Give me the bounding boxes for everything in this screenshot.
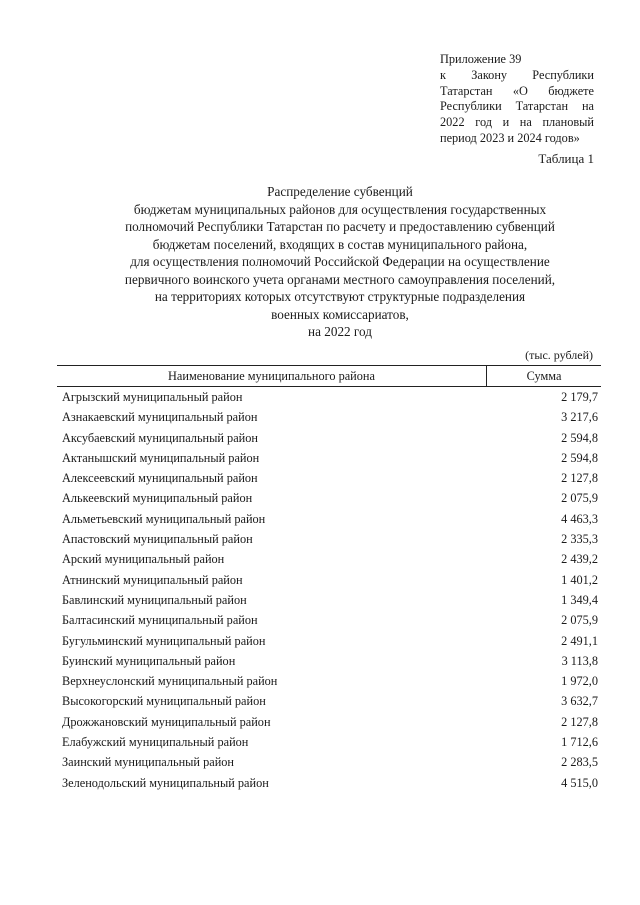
table-row xyxy=(57,752,601,772)
appendix-line: к Закону Республики xyxy=(440,67,594,82)
district-name: Атнинский муниципальный район xyxy=(62,572,243,587)
table-row xyxy=(57,387,601,407)
document-title xyxy=(40,183,640,341)
subsidy-amount: 2 075,9 xyxy=(561,613,598,628)
appendix-line: Приложение 39 xyxy=(440,52,522,66)
subsidy-amount: 4 515,0 xyxy=(561,775,598,790)
title-line: полномочий Республики Татарстан по расчету и предоставлению субвенций xyxy=(125,219,555,234)
title-line: первичного воинского учета органами местного самоуправления поселений, xyxy=(124,271,556,287)
district-name: Заинский муниципальный район xyxy=(62,755,235,770)
district-name: Актанышский муниципальный район xyxy=(62,450,260,465)
table-body xyxy=(57,387,601,793)
subsidy-amount: 2 491,1 xyxy=(561,633,598,648)
unit-label: (тыс. рублей) xyxy=(525,348,593,362)
subsidy-amount: 2 283,5 xyxy=(561,755,598,770)
title-line: бюджетам муниципальных районов для осуществления государственных xyxy=(133,201,547,217)
district-name: Бугульминский муниципальный район xyxy=(62,633,266,648)
district-name: Алькеевский муниципальный район xyxy=(62,491,253,506)
district-name: Высокогорский муниципальный район xyxy=(62,694,266,709)
district-name: Дрожжановский муниципальный район xyxy=(62,714,271,729)
subsidy-amount: 1 972,0 xyxy=(561,674,598,689)
table-row xyxy=(57,570,601,590)
title-line: бюджетам поселений, входящих в состав муниципального района, xyxy=(152,236,528,252)
subsidy-amount: 2 075,9 xyxy=(561,491,598,506)
district-name: Верхнеуслонский муниципальный район xyxy=(62,674,278,689)
title-line: военных комиссариатов, xyxy=(271,306,409,322)
table-row xyxy=(57,773,601,793)
table-header xyxy=(57,365,601,387)
appendix-line: Татарстан «О бюджете xyxy=(440,83,594,98)
table-row xyxy=(57,631,601,651)
subsidy-amount: 1 401,2 xyxy=(561,572,598,587)
title-line: Распределение субвенций xyxy=(267,184,413,199)
subsidy-amount: 2 594,8 xyxy=(561,430,598,445)
appendix-line: 2022 год и на плановый xyxy=(440,115,594,130)
table-number: Таблица 1 xyxy=(538,151,594,166)
column-header-name: Наименование муниципального района xyxy=(57,366,487,386)
table-row xyxy=(57,509,601,529)
district-name: Альметьевский муниципальный район xyxy=(62,511,266,526)
district-name: Бавлинский муниципальный район xyxy=(62,592,247,607)
table-row xyxy=(57,468,601,488)
appendix-line: период 2023 и 2024 годов» xyxy=(440,130,580,145)
district-name: Алексеевский муниципальный район xyxy=(62,471,258,486)
table-row xyxy=(57,407,601,427)
table-row xyxy=(57,549,601,569)
table-row xyxy=(57,610,601,630)
table-row xyxy=(57,732,601,752)
subsidy-amount: 1 349,4 xyxy=(561,592,598,607)
table-row xyxy=(57,488,601,508)
district-name: Елабужский муниципальный район xyxy=(62,735,249,750)
table-row xyxy=(57,712,601,732)
subsidy-amount: 2 335,3 xyxy=(561,532,598,547)
district-name: Зеленодольский муниципальный район xyxy=(62,775,269,790)
subsidy-amount: 2 179,7 xyxy=(561,390,598,404)
subsidy-amount: 2 127,8 xyxy=(561,714,598,729)
district-name: Агрызский муниципальный район xyxy=(62,390,243,404)
table-row xyxy=(57,671,601,691)
title-line: на территориях которых отсутствуют структурные подразделения xyxy=(154,289,526,304)
district-name: Буинский муниципальный район xyxy=(62,653,236,668)
table-row xyxy=(57,651,601,671)
title-line: на 2022 год xyxy=(308,324,372,339)
table-row xyxy=(57,448,601,468)
subsidy-amount: 3 217,6 xyxy=(561,410,598,425)
subsidy-amount: 2 439,2 xyxy=(561,552,598,567)
district-name: Аксубаевский муниципальный район xyxy=(62,430,258,445)
appendix-reference xyxy=(440,52,594,147)
subsidy-table xyxy=(57,365,601,793)
appendix-line: Республики Татарстан на xyxy=(440,99,594,114)
table-row xyxy=(57,529,601,549)
subsidy-amount: 2 127,8 xyxy=(561,471,598,486)
title-line: для осуществления полномочий Российской Федерации на осуществление xyxy=(130,254,550,269)
subsidy-amount: 4 463,3 xyxy=(561,511,598,526)
district-name: Апастовский муниципальный район xyxy=(62,532,253,547)
district-name: Балтасинский муниципальный район xyxy=(62,613,258,628)
subsidy-amount: 1 712,6 xyxy=(561,735,598,750)
table-row xyxy=(57,691,601,711)
subsidy-amount: 2 594,8 xyxy=(561,450,598,465)
subsidy-amount: 3 113,8 xyxy=(561,653,598,668)
table-row xyxy=(57,428,601,448)
column-header-amount: Сумма xyxy=(526,369,562,383)
table-row xyxy=(57,590,601,610)
subsidy-amount: 3 632,7 xyxy=(561,694,598,709)
district-name: Арский муниципальный район xyxy=(62,552,225,567)
district-name: Азнакаевский муниципальный район xyxy=(62,410,258,425)
